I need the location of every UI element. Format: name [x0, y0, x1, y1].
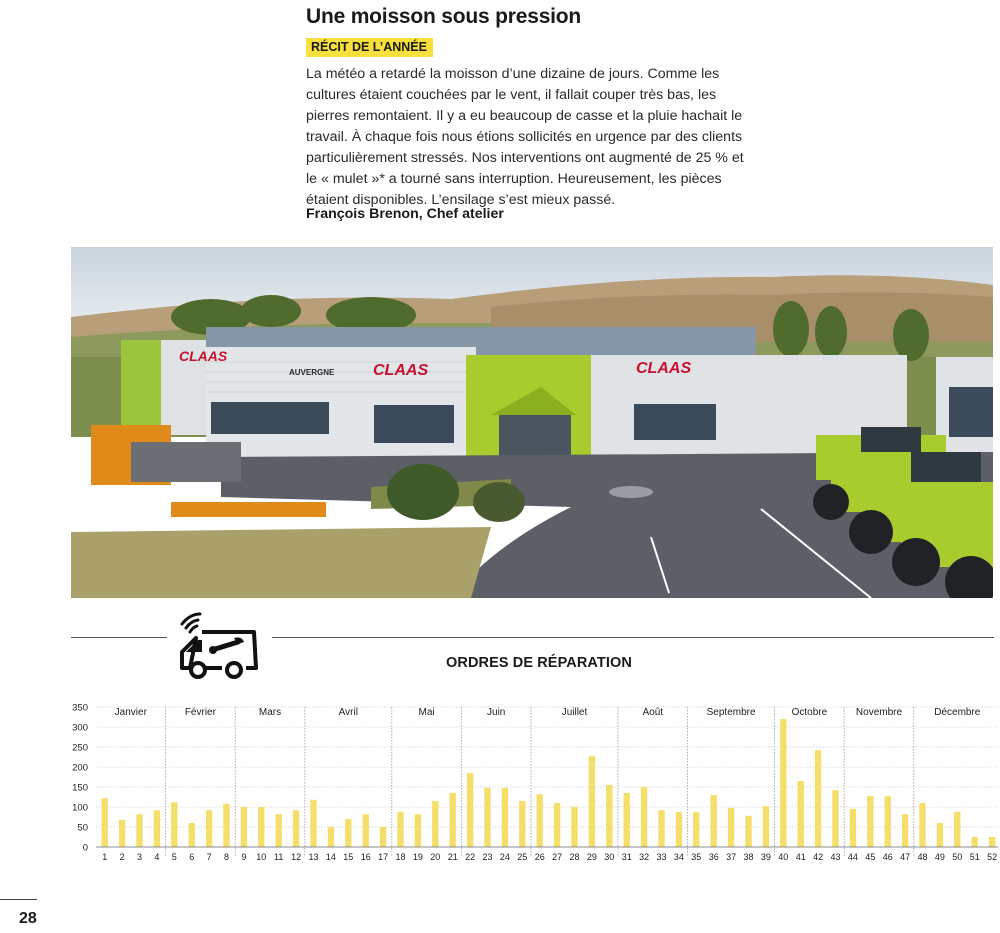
bar: [919, 803, 925, 847]
x-tick-label: 8: [223, 852, 230, 862]
x-tick-label: 1: [102, 852, 108, 862]
bar: [815, 750, 821, 847]
bar: [519, 801, 525, 847]
bar: [989, 837, 995, 847]
bar: [711, 795, 717, 847]
bar: [850, 809, 856, 847]
x-tick-label: 52: [987, 852, 998, 862]
x-tick-label: 31: [621, 852, 632, 862]
bar: [363, 814, 369, 847]
x-tick-label: 48: [917, 852, 928, 862]
x-tick-label: 29: [586, 852, 597, 862]
y-tick-label: 0: [82, 842, 88, 854]
x-tick-label: 41: [795, 852, 806, 862]
month-label: Décembre: [934, 707, 981, 718]
x-tick-label: 19: [412, 852, 423, 862]
bar: [345, 819, 351, 847]
bar: [380, 827, 386, 847]
month-label: Octobre: [791, 707, 828, 718]
bar: [484, 788, 490, 847]
month-label: Avril: [338, 707, 358, 718]
x-tick-label: 51: [969, 852, 980, 862]
x-tick-label: 42: [813, 852, 824, 862]
bar: [415, 814, 421, 847]
bar: [154, 810, 160, 847]
y-tick-label: 200: [72, 762, 88, 774]
bar: [693, 812, 699, 847]
bar: [432, 801, 438, 847]
bar: [241, 807, 247, 847]
x-tick-label: 20: [430, 852, 441, 862]
bar: [537, 794, 543, 847]
x-tick-label: 12: [291, 852, 302, 862]
x-tick-label: 21: [447, 852, 458, 862]
bar: [885, 796, 891, 847]
x-tick-label: 18: [395, 852, 406, 862]
bar: [902, 814, 908, 847]
bar: [206, 810, 212, 847]
bar: [171, 802, 177, 847]
bar: [589, 756, 595, 847]
y-tick-label: 350: [72, 702, 88, 714]
month-label: Juillet: [561, 707, 588, 718]
service-van-icon: [176, 608, 262, 689]
x-tick-label: 30: [604, 852, 615, 862]
x-tick-label: 11: [274, 852, 284, 862]
claas-sign-left: CLAAS: [179, 348, 228, 364]
x-tick-label: 35: [691, 852, 702, 862]
x-tick-label: 40: [778, 852, 789, 862]
y-tick-label: 100: [72, 802, 88, 814]
page-number-rule: [0, 899, 37, 900]
x-tick-label: 45: [865, 852, 876, 862]
month-label: Novembre: [855, 707, 903, 718]
bar: [328, 827, 334, 847]
bar: [293, 810, 299, 847]
x-tick-label: 25: [517, 852, 528, 862]
article-author: François Brenon, Chef atelier: [306, 206, 504, 222]
bar: [937, 823, 943, 847]
auvergne-sign: AUVERGNE: [289, 368, 335, 377]
month-label: Janvier: [114, 707, 147, 718]
x-tick-label: 27: [552, 852, 563, 862]
bar: [397, 812, 403, 847]
bar: [258, 807, 264, 847]
month-label: Août: [642, 707, 664, 718]
bar: [954, 812, 960, 847]
x-tick-label: 9: [241, 852, 247, 862]
divider-right: [272, 637, 994, 638]
month-label: Juin: [487, 707, 506, 718]
bar: [763, 806, 769, 847]
article-body: La météo a retardé la moisson d’une dizaine de jours. Comme les cultures étaient couchées par le vent, il fallait couper très bas, les pierres remontaient. Il y a eu beaucoup de casse et la pluie hachait le travail. À chaque fois nous étions sollicités en urgence par des clients particulièrement stressés. Nos interventions ont augmenté de 25 % et le « mulet »* a tourné sans interruption. Heureusement, les pièces étaient disponibles. L’ensilage s’est mieux passé.: [306, 66, 744, 208]
bar: [571, 807, 577, 847]
bar: [450, 793, 456, 847]
bar: [972, 837, 978, 847]
article-title: Une moisson sous pression: [306, 5, 582, 28]
x-tick-label: 6: [189, 852, 195, 862]
claas-sign-right: CLAAS: [636, 360, 692, 377]
x-tick-label: 47: [900, 852, 911, 862]
x-tick-label: 2: [119, 852, 125, 862]
bar: [624, 793, 630, 847]
x-tick-label: 49: [934, 852, 945, 862]
y-tick-label: 300: [72, 722, 88, 734]
x-tick-label: 23: [482, 852, 493, 862]
x-tick-label: 22: [465, 852, 476, 862]
bar: [223, 804, 229, 847]
x-tick-label: 17: [378, 852, 389, 862]
x-tick-label: 44: [847, 852, 858, 862]
y-tick-label: 150: [72, 782, 88, 794]
bar: [780, 719, 786, 847]
month-label: Mars: [258, 707, 282, 718]
x-tick-label: 5: [171, 852, 177, 862]
bar: [676, 812, 682, 847]
bar: [606, 785, 612, 847]
repair-orders-chart: [66, 697, 998, 865]
bar: [745, 816, 751, 847]
x-tick-label: 13: [308, 852, 319, 862]
x-tick-label: 43: [830, 852, 841, 862]
month-label: Septembre: [706, 707, 756, 718]
x-tick-label: 39: [760, 852, 771, 862]
bar: [102, 798, 108, 847]
y-tick-label: 250: [72, 742, 88, 754]
x-tick-label: 28: [569, 852, 580, 862]
x-tick-label: 14: [325, 852, 336, 862]
month-label: Février: [184, 707, 216, 718]
bar: [189, 823, 195, 847]
bar: [136, 814, 142, 847]
bar: [798, 781, 804, 847]
x-tick-label: 46: [882, 852, 893, 862]
x-tick-label: 26: [534, 852, 545, 862]
month-label: Mai: [418, 707, 435, 718]
bar: [467, 773, 473, 847]
divider-left: [71, 637, 167, 638]
bar: [867, 796, 873, 847]
bar: [658, 810, 664, 847]
bar: [728, 808, 734, 847]
bar: [641, 787, 647, 847]
dealership-photo: [71, 247, 993, 598]
page-number: 28: [19, 910, 37, 927]
bar: [554, 803, 560, 847]
x-tick-label: 33: [656, 852, 667, 862]
claas-sign-center: CLAAS: [373, 362, 429, 379]
bar: [119, 820, 125, 847]
x-tick-label: 7: [206, 852, 212, 862]
bar: [502, 788, 508, 847]
bar: [276, 814, 282, 847]
x-tick-label: 24: [499, 852, 510, 862]
x-tick-label: 37: [726, 852, 737, 862]
x-tick-label: 34: [673, 852, 684, 862]
x-tick-label: 38: [743, 852, 754, 862]
chart-title: ORDRES DE RÉPARATION: [446, 655, 632, 671]
x-tick-label: 16: [360, 852, 371, 862]
y-tick-label: 50: [77, 822, 88, 834]
x-tick-label: 36: [708, 852, 719, 862]
dealership-photo-illustration: [71, 247, 993, 598]
x-tick-label: 32: [639, 852, 650, 862]
x-tick-label: 50: [952, 852, 963, 862]
x-tick-label: 10: [256, 852, 267, 862]
x-tick-label: 4: [154, 852, 160, 862]
bar: [310, 800, 316, 847]
x-tick-label: 3: [136, 852, 143, 862]
x-tick-label: 15: [343, 852, 354, 862]
bar: [832, 790, 838, 847]
section-tag: RÉCIT DE L’ANNÉE: [306, 38, 433, 57]
